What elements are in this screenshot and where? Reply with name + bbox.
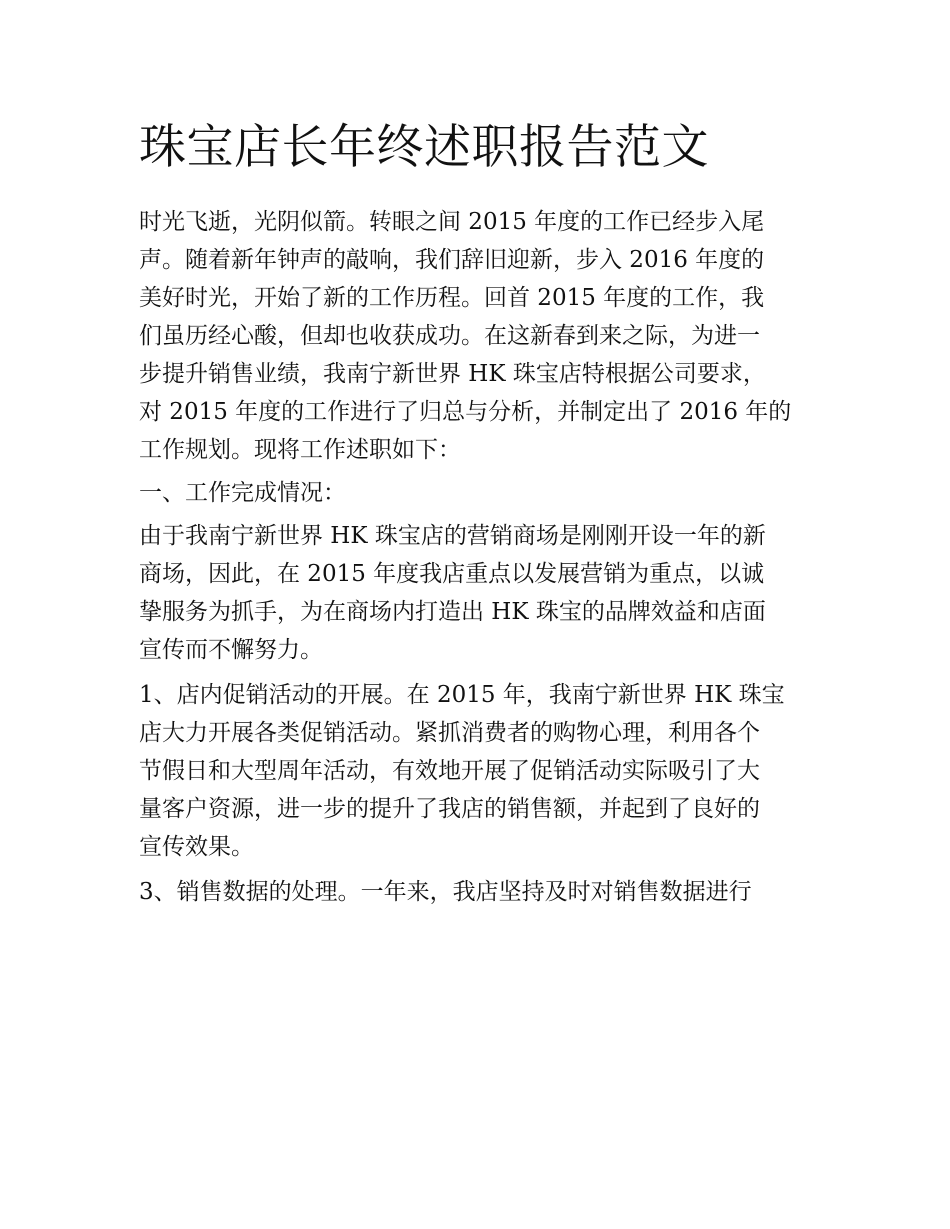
text-line: 声。随着新年钟声的敲响，我们辞旧迎新，步入 2016 年度的: [139, 247, 765, 273]
text-line: 工作规划。现将工作述职如下：: [139, 437, 461, 463]
text-line: 1、店内促销活动的开展。在 2015 年，我南宁新世界 HK 珠宝: [139, 682, 785, 708]
text-line: 步提升销售业绩，我南宁新世界 HK 珠宝店特根据公司要求，: [139, 361, 766, 387]
text-line: 们虽历经心酸，但却也收获成功。在这新春到来之际，为进一: [139, 323, 760, 349]
document-title: 珠宝店长年终述职报告范文: [139, 120, 709, 175]
document-body: [139, 203, 815, 911]
paragraph-promotion: [139, 676, 815, 866]
text-line: 时光飞逝，光阴似箭。转眼之间 2015 年度的工作已经步入尾: [139, 209, 765, 235]
text-line: 宣传而不懈努力。: [139, 637, 323, 663]
paragraph-overview: [139, 517, 815, 669]
text-line: 节假日和大型周年活动，有效地开展了促销活动实际吸引了大: [139, 758, 760, 784]
text-line: 量客户资源，进一步的提升了我店的销售额，并起到了良好的: [139, 796, 760, 822]
text-line: 商场，因此，在 2015 年度我店重点以发展营销为重点，以诚: [139, 561, 765, 587]
text-line: 挚服务为抓手，为在商场内打造出 HK 珠宝的品牌效益和店面: [139, 599, 766, 625]
section-heading: [139, 474, 815, 512]
text-line: 美好时光，开始了新的工作历程。回首 2015 年度的工作，我: [139, 285, 765, 311]
section-heading-line: 一、工作完成情况：: [139, 480, 346, 506]
text-line: 店大力开展各类促销活动。紧抓消费者的购物心理，利用各个: [139, 720, 760, 746]
text-line: 对 2015 年度的工作进行了归总与分析，并制定出了 2016 年的: [139, 399, 792, 425]
text-line: 3、销售数据的处理。一年来，我店坚持及时对销售数据进行: [139, 879, 752, 905]
paragraph-intro: [139, 203, 815, 469]
text-line: 由于我南宁新世界 HK 珠宝店的营销商场是刚刚开设一年的新: [139, 523, 766, 549]
text-line: 宣传效果。: [139, 834, 254, 860]
paragraph-sales-data: [139, 873, 815, 911]
